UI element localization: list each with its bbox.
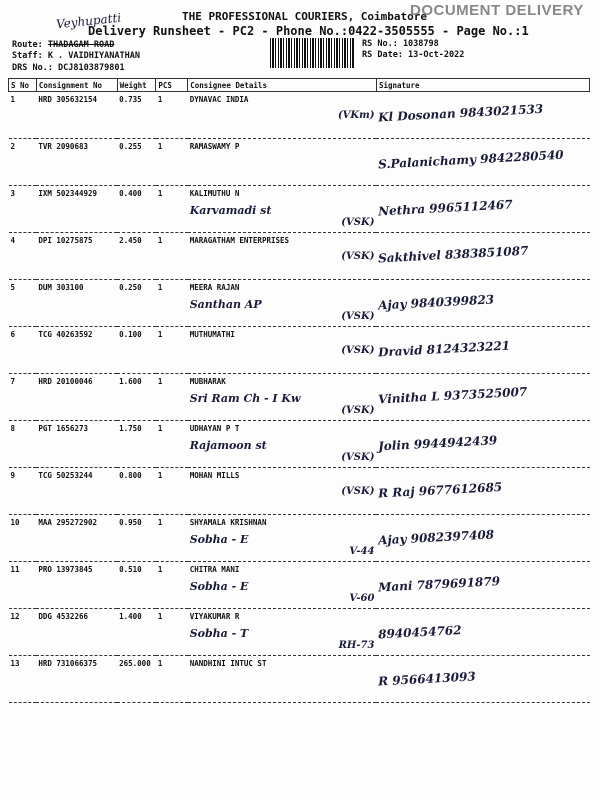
handwritten-mark: (VSK) (341, 452, 375, 463)
handwritten-address: Sobha - E (189, 580, 249, 593)
row-consignment: DUM 303100 (36, 280, 117, 327)
row-consignment: PRO 13973845 (36, 562, 117, 609)
table-row (9, 233, 590, 280)
row-sno: 3 (9, 186, 37, 233)
row-sno: 9 (9, 468, 37, 515)
company-name: THE PROFESSIONAL COURIERS, Coimbatore (182, 10, 428, 23)
row-consignee (188, 421, 377, 468)
consignee-name: SHYAMALA KRISHNAN (189, 518, 267, 527)
handwritten-mark: (VSK) (341, 311, 375, 322)
document-delivery-stamp: DOCUMENT DELIVERY (410, 2, 584, 19)
consignee-name: NANDHINI INTUC ST (189, 659, 267, 668)
handwritten-signature: R 9566413093 (378, 669, 477, 689)
handwritten-top-note: Veyhupatti (55, 10, 122, 32)
row-weight: 1.600 (117, 374, 156, 421)
table-row (9, 327, 590, 374)
table-row (9, 92, 590, 139)
row-consignment: MAA 295272902 (36, 515, 117, 562)
handwritten-signature: Vinitha L 9373525007 (378, 384, 529, 407)
row-consignee (188, 656, 377, 703)
row-pcs: 1 (156, 656, 188, 703)
handwritten-mark: V-44 (349, 546, 375, 557)
route-value: THADAGAM ROAD (47, 40, 115, 50)
row-pcs: 1 (156, 92, 188, 139)
handwritten-signature: R Raj 9677612685 (378, 479, 503, 501)
table-row (9, 374, 590, 421)
row-sno: 7 (9, 374, 37, 421)
handwritten-address: Rajamoon st (189, 439, 267, 452)
row-weight: 0.400 (117, 186, 156, 233)
table-row (9, 421, 590, 468)
drs-number: DRS No.: DCJ8103879801 (12, 63, 125, 73)
table-row (9, 186, 590, 233)
table-row (9, 656, 590, 703)
row-sno: 13 (9, 656, 37, 703)
runsheet-title: Delivery Runsheet - PC2 - Phone No.:0422-3505555 - Page No.:1 (88, 24, 529, 38)
row-signature (376, 562, 589, 609)
handwritten-address: Sobha - T (189, 627, 249, 640)
handwritten-signature: Mani 7879691879 (378, 574, 501, 595)
table-row (9, 468, 590, 515)
consignee-name: MARAGATHAM ENTERPRISES (189, 236, 290, 245)
row-consignee (188, 280, 377, 327)
col-weight: Weight (117, 79, 156, 92)
handwritten-signature: Dravid 8124323221 (378, 338, 511, 360)
table-header-row (9, 79, 590, 92)
row-weight: 0.950 (117, 515, 156, 562)
row-pcs: 1 (156, 562, 188, 609)
consignee-name: UDHAYAN P T (189, 424, 240, 433)
handwritten-address: Karvamadi st (189, 204, 272, 217)
handwritten-signature: Jolin 9944942439 (378, 433, 498, 454)
row-pcs: 1 (156, 609, 188, 656)
row-consignee (188, 562, 377, 609)
col-pcs: PCS (156, 79, 188, 92)
row-consignment: HRD 305632154 (36, 92, 117, 139)
handwritten-mark: (VSK) (341, 345, 375, 356)
row-weight: 1.400 (117, 609, 156, 656)
row-signature (376, 186, 589, 233)
row-sno: 4 (9, 233, 37, 280)
row-consignment: TCG 50253244 (36, 468, 117, 515)
row-sno: 1 (9, 92, 37, 139)
handwritten-mark: (VSK) (341, 217, 375, 228)
row-consignment: TVR 2090683 (36, 139, 117, 186)
row-signature (376, 656, 589, 703)
row-signature (376, 327, 589, 374)
handwritten-address: Sobha - E (189, 533, 249, 546)
handwritten-mark: (VSK) (341, 405, 375, 416)
route-label: Route: (12, 40, 43, 50)
row-pcs: 1 (156, 374, 188, 421)
col-sno: S No (9, 79, 37, 92)
row-pcs: 1 (156, 327, 188, 374)
table-row (9, 515, 590, 562)
col-signature: Signature (376, 79, 589, 92)
handwritten-address: Sri Ram Ch - I Kw (189, 392, 301, 405)
row-pcs: 1 (156, 186, 188, 233)
row-consignment: HRD 731066375 (36, 656, 117, 703)
row-consignee (188, 139, 377, 186)
row-consignee (188, 186, 377, 233)
row-sno: 10 (9, 515, 37, 562)
handwritten-signature: Sakthivel 8383851087 (378, 243, 530, 266)
row-signature (376, 609, 589, 656)
col-consignment: Consignment No (36, 79, 117, 92)
row-weight: 0.800 (117, 468, 156, 515)
table-row (9, 280, 590, 327)
table-row (9, 562, 590, 609)
handwritten-mark: (VSK) (341, 251, 375, 262)
handwritten-mark: (VSK) (341, 486, 375, 497)
row-consignee (188, 233, 377, 280)
row-consignment: DDG 4532266 (36, 609, 117, 656)
row-consignment: DPI 10275875 (36, 233, 117, 280)
row-pcs: 1 (156, 280, 188, 327)
handwritten-mark: RH-73 (338, 640, 375, 651)
row-weight: 1.750 (117, 421, 156, 468)
row-signature (376, 515, 589, 562)
staff: Staff: K . VAIDHIYANATHAN (12, 51, 140, 61)
row-consignee (188, 468, 377, 515)
row-weight: 0.100 (117, 327, 156, 374)
row-consignee (188, 515, 377, 562)
row-signature (376, 92, 589, 139)
route (12, 40, 114, 50)
row-consignee (188, 609, 377, 656)
consignee-name: RAMASWAMY P (189, 142, 240, 151)
row-signature (376, 280, 589, 327)
row-signature (376, 374, 589, 421)
rs-date: RS Date: 13-Oct-2022 (362, 50, 465, 60)
row-pcs: 1 (156, 468, 188, 515)
col-consignee: Consignee Details (188, 79, 377, 92)
row-consignment: PGT 1656273 (36, 421, 117, 468)
row-sno: 5 (9, 280, 37, 327)
row-pcs: 1 (156, 421, 188, 468)
row-pcs: 1 (156, 139, 188, 186)
row-consignee (188, 327, 377, 374)
consignee-name: VIYAKUMAR R (189, 612, 240, 621)
row-sno: 8 (9, 421, 37, 468)
handwritten-signature: 8940454762 (378, 623, 463, 642)
row-sno: 6 (9, 327, 37, 374)
row-weight: 0.510 (117, 562, 156, 609)
row-consignee (188, 92, 377, 139)
runsheet-table (8, 78, 590, 703)
consignee-name: KALIMUTHU N (189, 189, 240, 198)
row-pcs: 1 (156, 515, 188, 562)
row-consignment: TCG 40263592 (36, 327, 117, 374)
row-weight: 2.450 (117, 233, 156, 280)
handwritten-signature: Ajay 9840399823 (378, 292, 495, 313)
handwritten-signature: S.Palanichamy 9842280540 (378, 147, 565, 172)
row-signature (376, 139, 589, 186)
handwritten-signature: Nethra 9965112467 (378, 197, 514, 219)
handwritten-signature: Ajay 9082397408 (378, 527, 495, 548)
consignee-name: MOHAN MILLS (189, 471, 240, 480)
consignee-name: DYNAVAC INDIA (189, 95, 249, 104)
handwritten-address: Santhan AP (189, 298, 262, 311)
barcode (270, 38, 354, 68)
row-pcs: 1 (156, 233, 188, 280)
table-row (9, 609, 590, 656)
row-consignment: IXM 502344929 (36, 186, 117, 233)
consignee-name: MUBHARAK (189, 377, 226, 386)
row-signature (376, 421, 589, 468)
row-weight: 0.250 (117, 280, 156, 327)
row-consignment: HRD 20100046 (36, 374, 117, 421)
row-signature (376, 233, 589, 280)
consignee-name: MEERA RAJAN (189, 283, 240, 292)
row-weight: 0.735 (117, 92, 156, 139)
handwritten-signature: Kl Dosonan 9843021533 (378, 101, 544, 125)
rs-number: RS No.: 1038798 (362, 39, 439, 49)
table-row (9, 139, 590, 186)
consignee-name: MUTHUMATHI (189, 330, 235, 339)
row-sno: 12 (9, 609, 37, 656)
row-consignee (188, 374, 377, 421)
row-weight: 0.255 (117, 139, 156, 186)
row-sno: 2 (9, 139, 37, 186)
handwritten-mark: V-60 (349, 593, 375, 604)
row-sno: 11 (9, 562, 37, 609)
row-weight: 265.000 (117, 656, 156, 703)
handwritten-mark: (VKm) (337, 110, 375, 121)
consignee-name: CHITRA MANI (189, 565, 240, 574)
row-signature (376, 468, 589, 515)
